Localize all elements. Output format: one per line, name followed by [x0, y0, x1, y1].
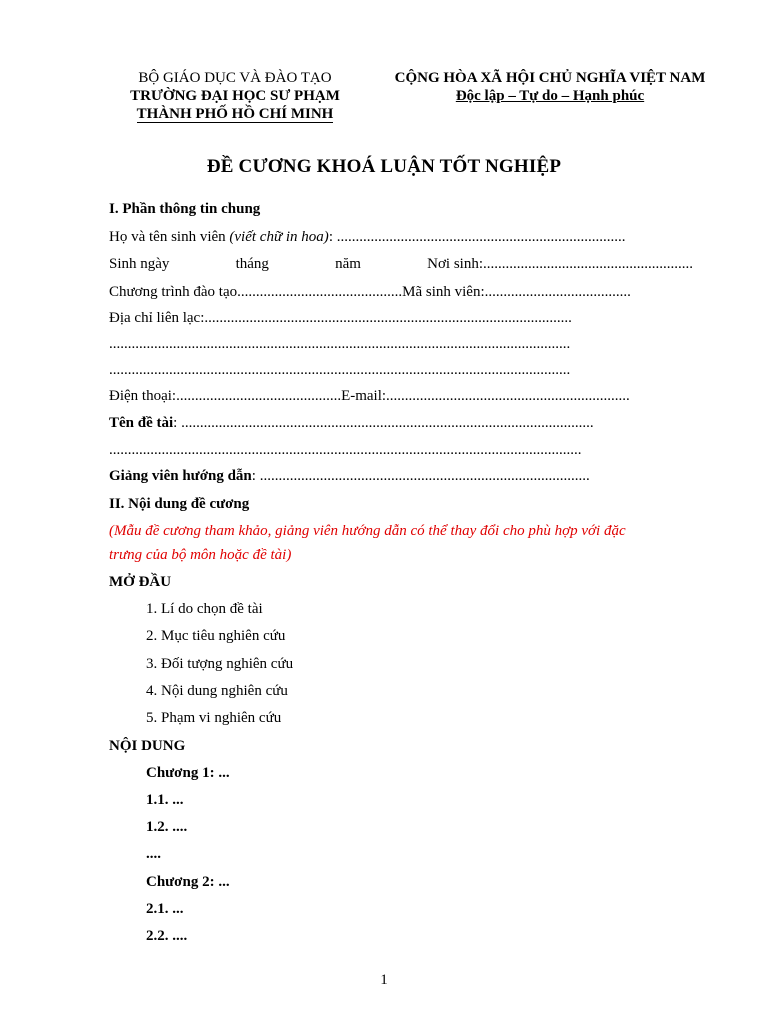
- intro-item: 5. Phạm vi nghiên cứu: [146, 710, 282, 726]
- advisor-dots: : ........................................................................................: [251, 468, 590, 484]
- template-note-line-1: (Mẫu đề cương tham khảo, giảng viên hướng dẫn có thể thay đổi cho phù hợp với đặc: [109, 523, 626, 539]
- content-item: 1.1. ...: [146, 792, 184, 808]
- address-dots-line-2: ...........................................................................................................................: [109, 362, 571, 378]
- student-name-label: Họ và tên sinh viên: [109, 229, 230, 245]
- topic-dots-line-2: ..............................................................................................................................: [109, 442, 582, 458]
- university-city-text: THÀNH PHỐ HỒ CHÍ MINH: [136, 106, 334, 122]
- student-name-line: [109, 227, 625, 247]
- address-dots-line-1: ...........................................................................................................................: [109, 336, 571, 352]
- ministry-header: [108, 69, 362, 123]
- content-item: Chương 2: ...: [146, 874, 230, 890]
- intro-item: 3. Đối tượng nghiên cứu: [146, 656, 294, 672]
- program-line: Chương trình đào tạo............................................Mã sinh viên:.......................................: [109, 284, 631, 300]
- phone-email-line: Điện thoại:............................................E-mail:.................................................................: [109, 388, 630, 404]
- content-item: 2.2. ....: [146, 928, 188, 944]
- birth-month-label: tháng: [235, 256, 269, 272]
- country-name: CỘNG HÒA XÃ HỘI CHỦ NGHĨA VIỆT NAM: [394, 70, 706, 86]
- student-name-dots: : .............................................................................: [328, 229, 626, 245]
- section2-heading: II. Nội dung đề cương: [109, 496, 250, 512]
- ministry-name: BỘ GIÁO DỤC VÀ ĐÀO TẠO: [138, 70, 332, 86]
- intro-item: 2. Mục tiêu nghiên cứu: [146, 628, 286, 644]
- national-header: [382, 69, 718, 105]
- university-city: [108, 105, 362, 123]
- topic-line: [109, 413, 594, 433]
- content-item: Chương 1: ...: [146, 765, 230, 781]
- advisor-label: Giảng viên hướng dẫn: [109, 468, 252, 484]
- motto: [382, 87, 718, 105]
- template-note-line-2: trưng của bộ môn hoặc đề tài): [109, 547, 292, 563]
- topic-label: Tên đề tài: [109, 415, 174, 431]
- student-name-hint: (viết chữ in hoa): [229, 229, 329, 245]
- intro-heading: MỞ ĐẦU: [109, 574, 172, 590]
- section1-heading: I. Phần thông tin chung: [109, 201, 261, 217]
- content-heading: NỘI DUNG: [109, 738, 186, 754]
- intro-item: 4. Nội dung nghiên cứu: [146, 683, 288, 699]
- intro-item: 1. Lí do chọn đề tài: [146, 601, 263, 617]
- topic-dots: : ..............................................................................................................: [173, 415, 594, 431]
- birth-day-label: Sinh ngày: [109, 256, 170, 272]
- page-number: 1: [380, 972, 388, 988]
- university-name: TRƯỜNG ĐẠI HỌC SƯ PHẠM: [130, 88, 340, 104]
- birth-year-label: năm: [335, 256, 361, 272]
- motto-text: Độc lập – Tự do – Hạnh phúc: [455, 88, 645, 104]
- document-title: ĐỀ CƯƠNG KHOÁ LUẬN TỐT NGHIỆP: [206, 156, 562, 177]
- birth-line: [109, 254, 693, 274]
- birthplace-label: Nơi sinh:........................................................: [427, 256, 693, 272]
- advisor-line: [109, 466, 590, 486]
- address-line: Địa chỉ liên lạc:..................................................................................................: [109, 310, 572, 326]
- content-item: ....: [146, 846, 161, 862]
- content-item: 1.2. ....: [146, 819, 188, 835]
- content-item: 2.1. ...: [146, 901, 184, 917]
